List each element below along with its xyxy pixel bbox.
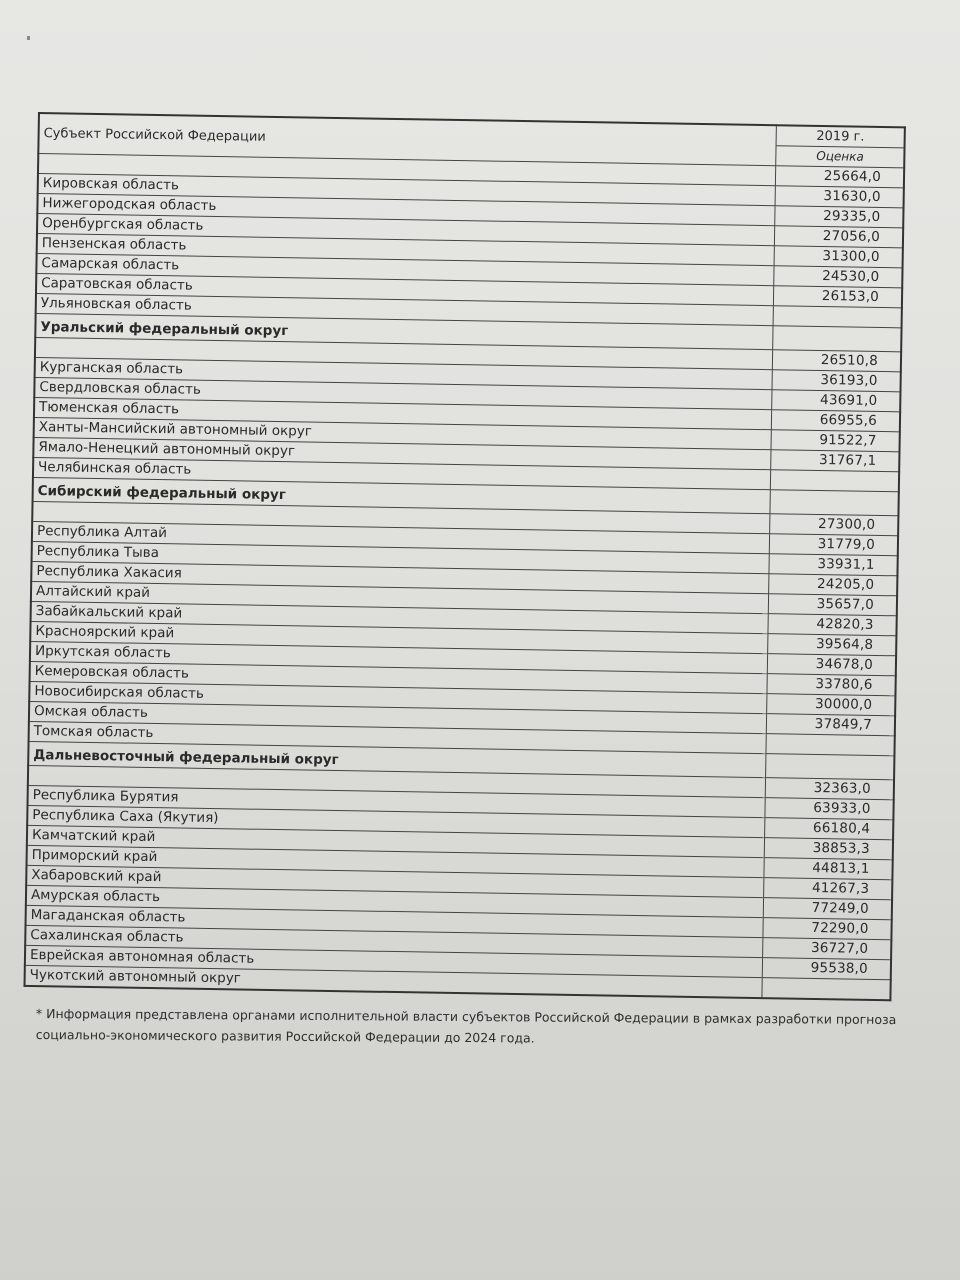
subject-name-cell: Саратовская область [36,273,774,305]
value-cell: 66180,4 [765,818,893,840]
value-cell [762,978,890,1001]
footnote: * Информация представлена органами исполнительной власти субъектов Российской Федерации в рамках разработки прогноза социально-экономического развития Российской Федерации до 2024 года. [35,1005,897,1046]
subject-name-cell: Республика Саха (Якутия) [27,805,765,837]
table-header-row [39,113,905,148]
subject-name-cell: Кемеровская область [30,661,768,693]
subject-name-cell: Кировская область [38,174,776,206]
district-name-cell: Уральский федеральный округ [35,313,773,349]
value-cell: 91522,7 [771,430,899,452]
value-cell: 72290,0 [763,918,891,940]
subject-name-cell: Курганская область [35,357,773,389]
subject-name-cell: Омская область [29,701,767,733]
value-cell [766,734,894,756]
value-cell [773,326,901,352]
value-cell: 66955,6 [772,410,900,432]
salary-table [23,112,905,1001]
subject-name-cell: Республика Бурятия [28,785,766,817]
value-cell: 33780,6 [767,674,895,696]
value-cell: 63933,0 [765,798,893,820]
value-cell: 39564,8 [768,634,896,656]
subject-name-cell: Амурская область [26,885,764,917]
value-cell: 36193,0 [772,370,900,392]
year-column-header: 2019 г. [776,125,904,148]
value-cell: 35657,0 [769,594,897,616]
subject-name-cell: Чукотский автономный округ [25,965,763,998]
subject-name-cell: Оренбургская область [37,214,775,246]
value-cell: 24205,0 [769,574,897,596]
value-cell: 31630,0 [775,186,903,208]
value-cell [770,490,898,516]
value-cell: 31767,1 [771,450,899,472]
value-cell: 27300,0 [770,514,898,536]
value-cell: 41267,3 [764,878,892,900]
value-cell: 33931,1 [769,554,897,576]
value-cell: 77249,0 [764,898,892,920]
subject-name-cell: Республика Хакасия [31,561,769,593]
subject-name-cell: Сахалинская область [25,925,763,957]
value-cell [766,754,894,780]
subject-name-cell: Республика Алтай [32,521,770,553]
subject-name-cell: Самарская область [36,253,774,285]
value-cell: 27056,0 [775,226,903,248]
value-cell: 37849,7 [767,714,895,736]
subject-name-cell: Красноярский край [30,621,768,653]
value-cell: 30000,0 [767,694,895,716]
value-cell: 42820,3 [768,614,896,636]
subject-name-cell: Ханты-Мансийский автономный округ [34,417,772,449]
subject-name-cell: Томская область [29,721,767,753]
subject-name-cell: Пензенская область [37,233,775,265]
subject-name-cell: Алтайский край [31,581,769,613]
subject-name-cell: Тюменская область [34,397,772,429]
subject-name-cell: Приморский край [27,845,765,877]
value-cell: 34678,0 [768,654,896,676]
paper-mark [27,36,30,40]
value-cell: 95538,0 [763,958,891,980]
value-cell: 31779,0 [770,534,898,556]
subject-name-cell: Забайкальский край [31,601,769,633]
subject-name-cell: Нижегородская область [37,194,775,226]
value-cell: 43691,0 [772,390,900,412]
subject-name-cell: Ямало-Ненецкий автономный округ [33,437,771,469]
value-cell [771,470,899,492]
value-cell: 32363,0 [766,778,894,800]
value-cell: 31300,0 [774,246,902,268]
value-cell: 24530,0 [774,266,902,288]
value-cell: 26510,8 [773,350,901,372]
value-cell: 38853,3 [765,838,893,860]
subject-name-cell: Иркутская область [30,641,768,673]
value-cell: 36727,0 [763,938,891,960]
subject-name-cell: Камчатский край [27,825,765,857]
value-cell: 29335,0 [775,206,903,228]
value-cell [773,306,901,328]
subject-name-cell: Новосибирская область [29,681,767,713]
subject-name-cell: Хабаровский край [26,865,764,897]
value-cell: 25664,0 [776,166,904,188]
value-cell: 26153,0 [774,286,902,308]
district-name-cell: Дальневосточный федеральный округ [28,741,766,777]
subject-name-cell: Ульяновская область [36,293,774,325]
subject-column-header: Субъект Российской Федерации [38,113,776,166]
table-body [25,113,905,1000]
estimate-column-header: Оценка [776,146,904,168]
subject-name-cell: Республика Тыва [32,541,770,573]
subject-name-cell: Магаданская область [26,905,764,937]
subject-name-cell: Челябинская область [33,457,771,489]
value-cell: 44813,1 [764,858,892,880]
subject-name-cell: Еврейская автономная область [25,945,763,977]
subject-name-cell: Свердловская область [34,377,772,409]
district-name-cell: Сибирский федеральный округ [33,477,771,513]
